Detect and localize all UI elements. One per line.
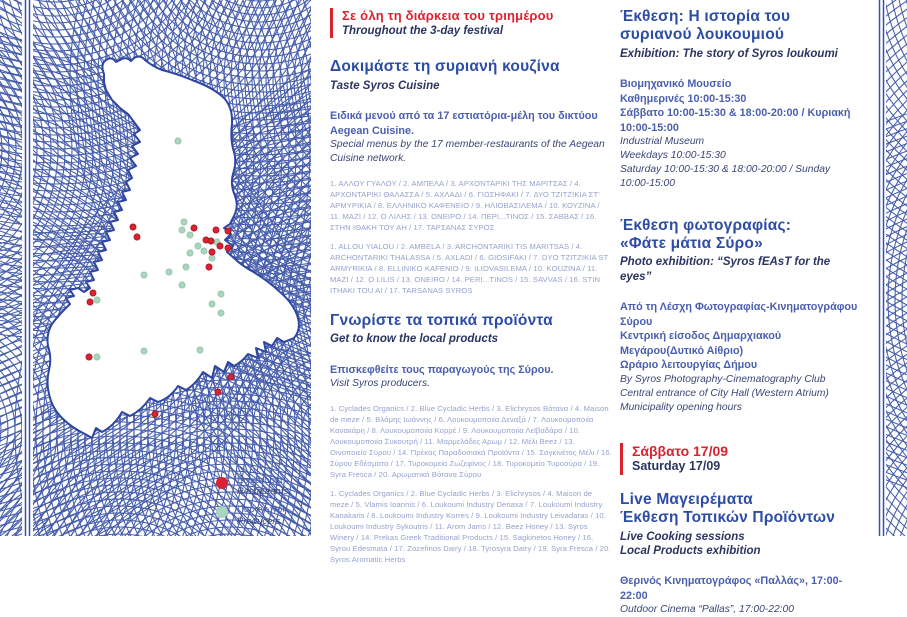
producer-marker xyxy=(141,272,147,278)
right-column xyxy=(620,8,862,617)
photo-venue-gr xyxy=(620,300,862,373)
loukoumi-venue-en-line3: Saturday 10:00-15:30 & 18:00-20:00 / Sunday 10:00-15:00 xyxy=(620,163,831,189)
restaurant-marker xyxy=(209,249,215,255)
festival-duration-header xyxy=(330,8,612,38)
photo-title-en: Photo exhibition: “Syros fEAsT for the eyes” xyxy=(620,256,831,283)
producer-marker xyxy=(94,297,100,303)
restaurant-list-en: 1. ALLOU YIALOU / 2. AMBELA / 3. ARCHONTARIKI TIS MARITSAS / 4. ARCHONTARIKI THALASSA / 5. AXLADI / 6. GIOSIFAKI / 7. DYO TZITZIKIA ST ARMYRIKIA / 8. ELLINIKO KAFENIO / 9. ILIOVASILEMA / 10. KOUZINA / 11. MAZI / 12. O LILIS / 13. ONEIRO / 14. PERI...TINOS / 15. SAVVAS / 16. STIN ITHAKI TOU AI / 17. TARSANAS SYROS xyxy=(330,241,609,295)
legend-restaurants-label xyxy=(237,475,288,497)
live-venue-gr: Θερινός Κινηματογράφος «Παλλάς», 17:00-22:00 xyxy=(620,575,843,602)
restaurant-marker xyxy=(134,234,140,240)
producer-marker xyxy=(209,301,215,307)
map-canvas xyxy=(0,0,332,536)
producer-marker xyxy=(183,264,189,270)
legend-restaurants-gr: Εστιατόρια xyxy=(237,475,283,486)
producer-marker xyxy=(218,310,224,316)
legend-producers-en: Producers xyxy=(237,515,281,527)
products-desc-en: Visit Syros producers. xyxy=(330,378,430,390)
restaurant-marker xyxy=(206,264,212,270)
restaurant-marker xyxy=(213,227,219,233)
saturday-gr: Σάββατο 17/09 xyxy=(632,442,729,459)
restaurant-marker xyxy=(90,290,96,296)
cuisine-section xyxy=(330,58,612,296)
products-desc-gr: Επισκεφθείτε τους παραγωγούς της Σύρου. xyxy=(330,363,554,376)
legend-producers-gr: Παραγωγοί xyxy=(237,504,285,516)
photo-venue-gr-line3: Ωράριο λειτουργίας Δήμου xyxy=(620,359,758,372)
right-wave-strip xyxy=(859,0,907,536)
loukoumi-venue-gr xyxy=(620,77,862,135)
restaurant-marker xyxy=(208,238,214,244)
cuisine-title-gr: Δοκιμάστε τη συριανή κουζίνα xyxy=(330,58,560,76)
photo-title-gr2: «Φάτε μάτια Σύρο» xyxy=(620,235,763,253)
photo-exhibition-section xyxy=(620,217,862,415)
producer-marker xyxy=(175,138,181,144)
products-title-en: Get to know the local products xyxy=(330,333,499,346)
live-title-gr1: Live Μαγειρέματα xyxy=(620,490,753,508)
loukoumi-title-en: Exhibition: The story of Syros loukoumi xyxy=(620,47,838,60)
restaurant-marker xyxy=(217,243,223,249)
loukoumi-venue-en-line2: Weekdays 10:00-15:30 xyxy=(620,150,726,162)
loukoumi-exhibition-section xyxy=(620,8,862,191)
map-legend xyxy=(216,475,288,534)
restaurant-list-gr: 1. ΑΛΛΟΥ ΓΥΑΛΟΥ / 2. ΑΜΠΕΛΑ / 3. ΑΡΧΟΝΤΑΡΙΚΙ ΤΗΣ ΜΑΡΙΤΣΑΣ / 4. ΑΡΧΟΝΤΑΡΙΚΙ ΘΑΛΑΣΣΑ / 5. ΑΧΛΑΔΙ / 6. ΓΙΩΣΗΦΑΚΙ / 7. ΔΥΟ ΤΖΙΤΖΙΚΙΑ ΣΤ' ΑΡΜΥΡΙΚΙΑ / 8. ΕΛΛΗΝΙΚΟ ΚΑΦΕΝΕΙΟ / 9. ΗΛΙΟΒΑΣΙΛΕΜΑ / 10. ΚΟΥΖΙΝΑ / 11. ΜΑΖΙ / 12. Ο ΛΙΛΗΣ / 13. ΟΝΕΙΡΟ / 14. ΠΕΡΙ...ΤΙΝΟΣ / 15. ΣΑΒΒΑΣ / 16. ΣΤΗΝ ΙΘΑΚΗ ΤΟΥ ΑΗ / 17. ΤΑΡΣΑΝΑΣ ΣΥΡΟΣ xyxy=(330,178,600,232)
producer-marker xyxy=(197,347,203,353)
producer-marker xyxy=(201,248,207,254)
loukoumi-title-gr: Έκθεση: Η ιστορία του συριανού λουκουμιού xyxy=(620,8,791,44)
cuisine-desc-en: Special menus by the 17 member-restaurants of the Aegean Cuisine network. xyxy=(330,139,605,165)
loukoumi-venue-gr-line3: Σάββατο 10:00-15:30 & 18:00-20:00 / Κυριακή 10:00-15:00 xyxy=(620,107,851,134)
producer-dot-icon xyxy=(216,506,228,518)
loukoumi-venue-en-line1: Industrial Museum xyxy=(620,136,705,148)
restaurant-marker xyxy=(228,374,234,380)
festival-duration-gr: Σε όλη τη διάρκεια του τριημέρου xyxy=(342,8,554,23)
producer-marker xyxy=(94,354,100,360)
restaurant-marker xyxy=(87,299,93,305)
producer-marker xyxy=(195,243,201,249)
restaurant-marker xyxy=(215,389,221,395)
photo-venue-gr-line2: Κεντρική είσοδος Δημαρχιακού Μεγάρου(Δυτικό Αίθριο) xyxy=(620,330,782,357)
producer-marker xyxy=(179,282,185,288)
producer-marker xyxy=(166,269,172,275)
producer-list-gr: 1. Cyclades Organics / 2. Blue Cycladic Herbs / 3. Elichrysos Βότανα / 4. Maison de meze / 5. Βλάμης Ιωάννης / 6. Λουκουμοποιία Δεναξά / 7. Λουκουμοποιία Κανακάρη / 8. Λουκουμοποιία Κορρέ / 9. Λουκουμοποιία Λεϊβαδάρα / 10. Λουκουμοποιία Συκουτρή / 11. Μαρμελάδες Αρωμ / 12. Μέλι Beez / 13. Οινοποιείο Σύρου / 14. Πρέκας Παραδοσιακά Προϊόντα / 15. Σαγκινέτος Μέλι / 16. Σύρου Εδέσματα / 17. Τυροκομείο Ζωζεφίνος / 18. Τυροκομείο Τυροσύρα / 19. Syra Fresca / 20. Αρωματικά Βότανα Σύρου xyxy=(330,404,612,480)
producer-marker xyxy=(179,227,185,233)
saturday-header xyxy=(620,443,862,475)
restaurant-marker xyxy=(191,225,197,231)
photo-venue-en-line3: Municipality opening hours xyxy=(620,401,742,413)
live-title-en2: Local Products exhibition xyxy=(620,544,761,557)
photo-venue-en xyxy=(620,373,862,415)
producer-marker xyxy=(218,291,224,297)
photo-venue-gr-line1: Από τη Λέσχη Φωτογραφίας-Κινηματογράφου Σύρου xyxy=(620,301,858,328)
producer-marker xyxy=(141,348,147,354)
products-title-gr: Γνωρίστε τα τοπικά προϊόντα xyxy=(330,311,553,329)
producer-marker xyxy=(187,232,193,238)
photo-venue-en-line2: Central entrance of City Hall (Western Atrium) xyxy=(620,387,829,399)
legend-restaurants-en: Restaurants xyxy=(237,486,289,498)
saturday-en: Saturday 17/09 xyxy=(632,459,721,474)
festival-duration-en: Throughout the 3-day festival xyxy=(342,24,504,37)
middle-column xyxy=(330,8,612,565)
live-venue-en: Outdoor Cinema “Pallas”, 17:00-22:00 xyxy=(620,604,794,616)
photo-venue-en-line1: By Syros Photography-Cinematography Club xyxy=(620,373,826,385)
restaurant-marker xyxy=(225,245,231,251)
cuisine-desc-gr: Ειδικά μενού από τα 17 εστιατόρια-μέλη του δικτύου Aegean Cuisine. xyxy=(330,110,598,137)
photo-title-gr1: Έκθεση φωτογραφίας: xyxy=(620,216,792,234)
legend-producers-label xyxy=(237,504,285,526)
producer-marker xyxy=(209,255,215,261)
legend-restaurants xyxy=(216,475,288,497)
loukoumi-venue-gr-line2: Καθημερινές 10:00-15:30 xyxy=(620,92,747,105)
restaurant-marker xyxy=(152,411,158,417)
producer-marker xyxy=(181,219,187,225)
syros-map xyxy=(0,0,332,536)
producer-marker xyxy=(187,250,193,256)
live-cooking-section xyxy=(620,491,862,617)
products-section xyxy=(330,312,612,565)
live-title-en1: Live Cooking sessions xyxy=(620,530,745,543)
cuisine-title-en: Taste Syros Cuisine xyxy=(330,79,440,92)
restaurant-marker xyxy=(225,228,231,234)
restaurant-marker xyxy=(86,354,92,360)
legend-producers xyxy=(216,504,288,526)
margin-rule xyxy=(22,0,33,536)
producer-list-en: 1. Cyclades Organics / 2. Blue Cycladic Herbs / 3. Elichrysos / 4. Maison de meze / 5. Vlamis Ioannis / 6. Loukoumi Industry Denaxa / 7. Loukoumi Industry Kanakaris / 8. Loukoumi Industry Korres / 9. Loukoumi Industry Leivadaras / 10. Loukoumi Industry Sykoutris / 11. Arom Jams / 12. Beez Honey / 13. Syros Winery / 14. Prekas Greek Traditional Products / 15. Sagkinetos Honey / 16. Syrou Edesmata / 17. Zozefinos Dairy / 18. Tyrosyra Dairy / 19. Syra Fresca / 20. Syros Aromatic Herbs xyxy=(330,489,611,565)
loukoumi-venue-en xyxy=(620,135,862,191)
restaurant-marker xyxy=(130,224,136,230)
restaurant-dot-icon xyxy=(216,477,228,489)
live-title-gr2: Έκθεση Τοπικών Προϊόντων xyxy=(620,509,836,527)
loukoumi-venue-gr-line1: Βιομηχανικό Μουσείο xyxy=(620,77,732,90)
